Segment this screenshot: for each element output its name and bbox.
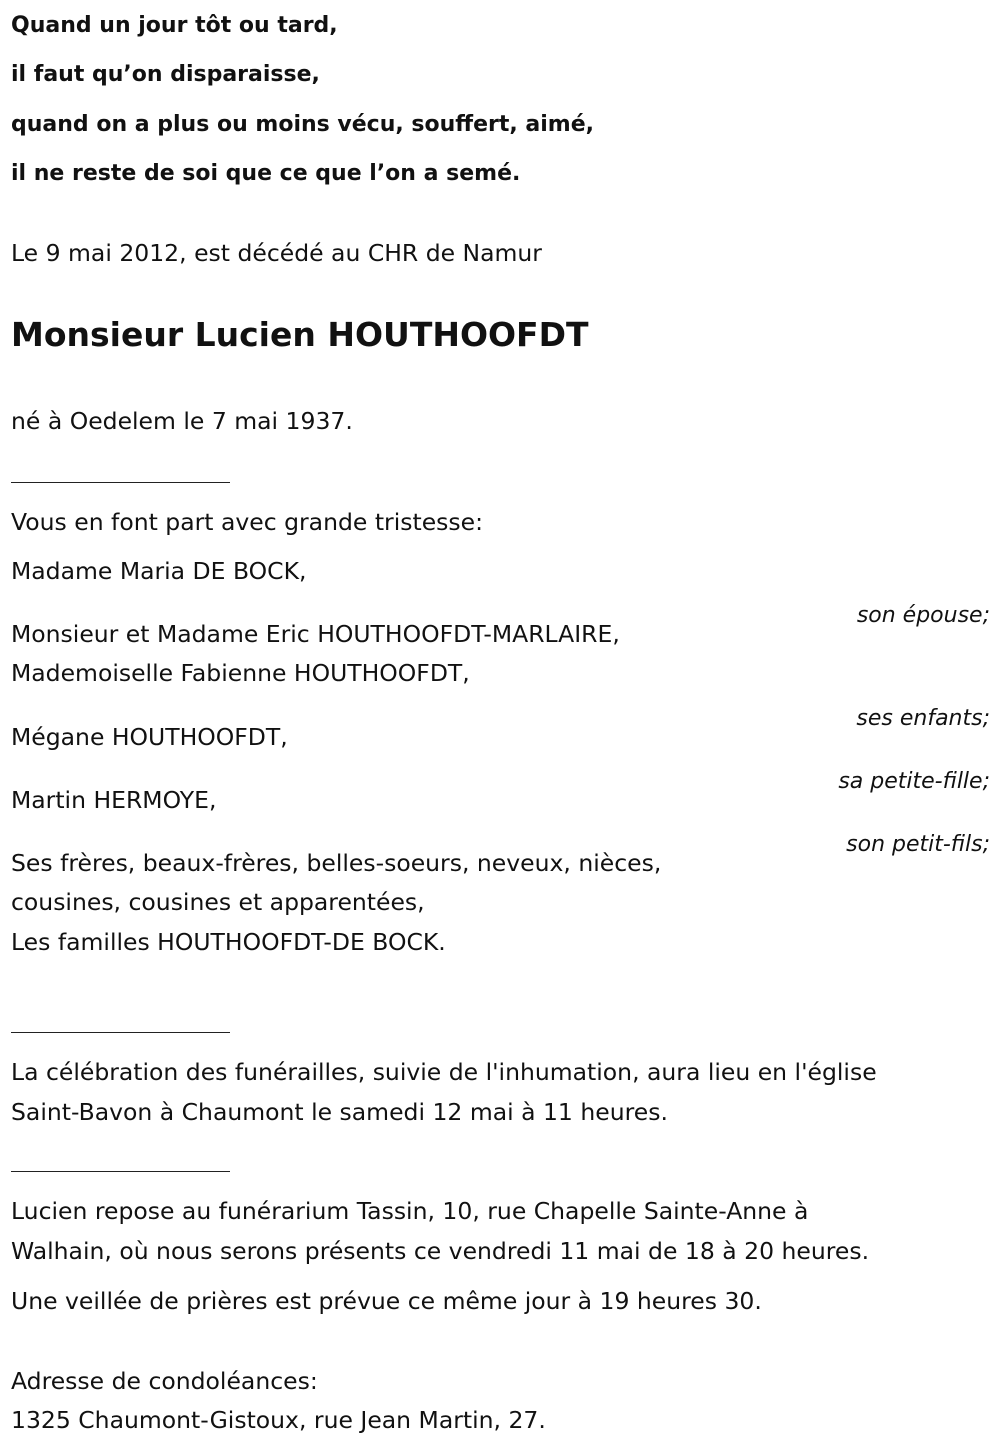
child-name: Monsieur et Madame Eric HOUTHOOFDT-MARLAIRE,: [11, 620, 620, 648]
separator-rule: [11, 482, 230, 483]
child-name: Mademoiselle Fabienne HOUTHOOFDT,: [11, 659, 470, 687]
poem-line: il ne reste de soi que ce que l’on a semé.: [11, 161, 521, 186]
birth-line: né à Oedelem le 7 mai 1937.: [11, 407, 353, 435]
grandson-role: son petit-fils;: [846, 832, 990, 857]
funeral-line: Saint-Bavon à Chaumont le samedi 12 mai à 11 heures.: [11, 1098, 668, 1126]
vigil-line: Une veillée de prières est prévue ce même jour à 19 heures 30.: [11, 1287, 762, 1315]
granddaughter-name: Mégane HOUTHOOFDT,: [11, 723, 288, 751]
granddaughter-role: sa petite-fille;: [838, 769, 990, 794]
spouse-name: Madame Maria DE BOCK,: [11, 557, 307, 585]
separator-rule: [11, 1171, 230, 1172]
visitation-line: Lucien repose au funérarium Tassin, 10, rue Chapelle Sainte-Anne à: [11, 1197, 809, 1225]
relatives-line: cousines, cousines et apparentées,: [11, 888, 425, 916]
poem-line: quand on a plus ou moins vécu, souffert, aimé,: [11, 112, 594, 137]
visitation-line: Walhain, où nous serons présents ce vendredi 11 mai de 18 à 20 heures.: [11, 1237, 870, 1265]
children-role: ses enfants;: [856, 706, 990, 731]
separator-rule: [11, 1032, 230, 1033]
spouse-role: son épouse;: [856, 603, 990, 628]
deceased-name: Monsieur Lucien HOUTHOOFDT: [11, 315, 589, 354]
death-line: Le 9 mai 2012, est décédé au CHR de Namur: [11, 239, 542, 267]
grandson-name: Martin HERMOYE,: [11, 786, 217, 814]
funeral-line: La célébration des funérailles, suivie de l'inhumation, aura lieu en l'église: [11, 1058, 877, 1086]
relatives-line: Les familles HOUTHOOFDT-DE BOCK.: [11, 928, 446, 956]
condolences-address: 1325 Chaumont-Gistoux, rue Jean Martin, 27.: [11, 1406, 546, 1434]
announcement-intro: Vous en font part avec grande tristesse:: [11, 508, 484, 536]
poem-line: Quand un jour tôt ou tard,: [11, 13, 338, 38]
condolences-label: Adresse de condoléances:: [11, 1367, 318, 1395]
relatives-line: Ses frères, beaux-frères, belles-soeurs, neveux, nièces,: [11, 849, 662, 877]
poem-line: il faut qu’on disparaisse,: [11, 62, 320, 87]
